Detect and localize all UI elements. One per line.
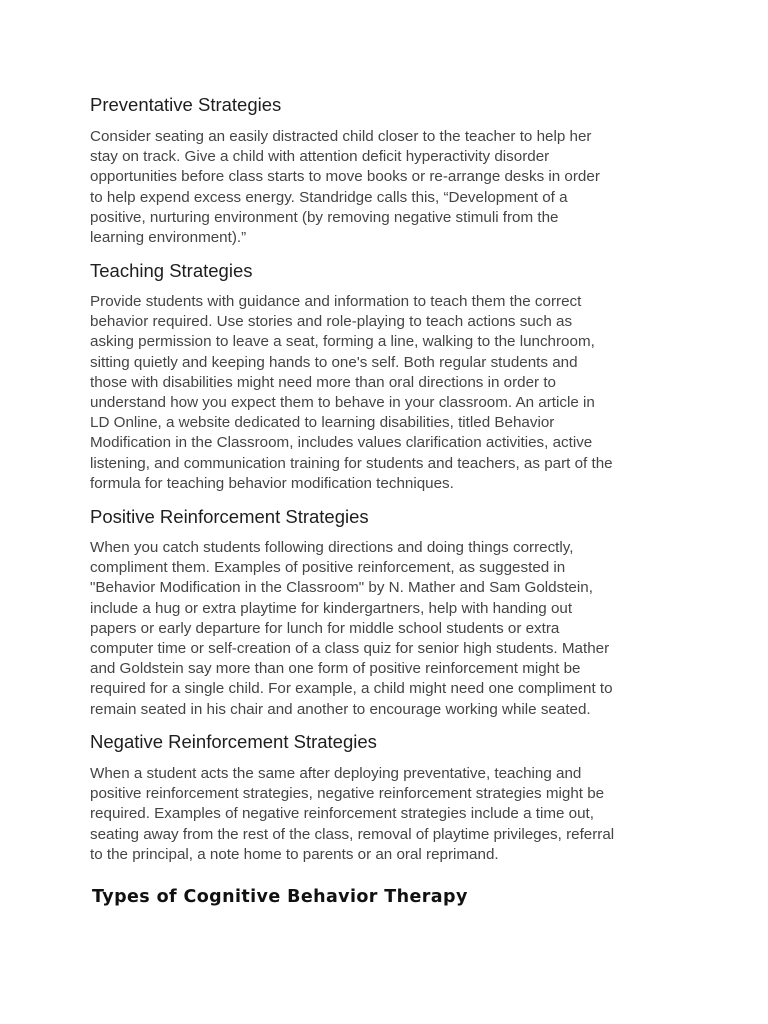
text-line: When a student acts the same after deploying preventative, teaching and	[90, 765, 582, 782]
text-line: learning environment).”	[90, 229, 247, 247]
text-line: asking permission to leave a seat, forming a line, walking to the lunchroom,	[90, 333, 595, 351]
text-line: behavior required. Use stories and role-playing to teach actions such as	[90, 313, 573, 331]
text-line: stay on track. Give a child with attention deficit hyperactivity disorder	[90, 148, 550, 166]
section-heading-positive-reinforcement: Positive Reinforcement Strategies	[90, 506, 369, 527]
text-line: understand how you expect them to behave in your classroom. An article in	[90, 394, 595, 412]
section-body-positive-reinforcement	[90, 538, 690, 720]
section-body-preventative	[90, 127, 690, 248]
text-line: required. Examples of negative reinforcement strategies include a time out,	[90, 805, 594, 823]
text-line: positive reinforcement strategies, negative reinforcement strategies might be	[90, 785, 605, 803]
text-line: include a hug or extra playtime for kindergartners, help with handing out	[90, 599, 573, 617]
text-line: seating away from the rest of the class, removal of playtime privileges, referral	[90, 825, 615, 843]
text-line: those with disabilities might need more than oral directions in order to	[90, 373, 556, 391]
text-line: LD Online, a website dedicated to learning disabilities, titled Behavior	[90, 414, 555, 432]
text-line: Modification in the Classroom, includes values clarification activities, active	[90, 434, 593, 452]
text-line: remain seated in his chair and another to encourage working while seated.	[90, 700, 591, 718]
text-line: "Behavior Modification in the Classroom" by N. Mather and Sam Goldstein,	[90, 579, 593, 597]
text-line: to the principal, a note home to parents or an oral reprimand.	[90, 845, 499, 863]
footer-heading: Types of Cognitive Behavior Therapy	[92, 887, 468, 907]
text-line: When you catch students following directions and doing things correctly,	[90, 539, 574, 556]
section-body-negative-reinforcement	[90, 764, 690, 865]
section-heading-preventative: Preventative Strategies	[90, 94, 282, 115]
text-line: computer time or self-creation of a class quiz for senior high students. Mather	[90, 640, 610, 658]
text-line: to help expend excess energy. Standridge calls this, “Development of a	[90, 188, 568, 206]
text-line: papers or early departure for lunch for middle school students or extra	[90, 619, 560, 637]
text-line: Consider seating an easily distracted child closer to the teacher to help her	[90, 128, 592, 145]
text-line: sitting quietly and keeping hands to one's self. Both regular students and	[90, 353, 578, 371]
text-line: formula for teaching behavior modification techniques.	[90, 474, 454, 492]
text-line: listening, and communication training for students and teachers, as part of the	[90, 454, 613, 472]
section-heading-negative-reinforcement: Negative Reinforcement Strategies	[90, 731, 377, 752]
section-heading-teaching: Teaching Strategies	[90, 260, 253, 281]
text-line: opportunities before class starts to move books or re-arrange desks in order	[90, 168, 600, 186]
section-body-teaching	[90, 292, 690, 494]
text-line: positive, nurturing environment (by removing negative stimuli from the	[90, 208, 559, 226]
text-line: Provide students with guidance and information to teach them the correct	[90, 293, 582, 310]
text-line: required for a single child. For example, a child might need one compliment to	[90, 680, 613, 698]
text-line: compliment them. Examples of positive reinforcement, as suggested in	[90, 559, 566, 577]
text-line: and Goldstein say more than one form of positive reinforcement might be	[90, 660, 581, 678]
